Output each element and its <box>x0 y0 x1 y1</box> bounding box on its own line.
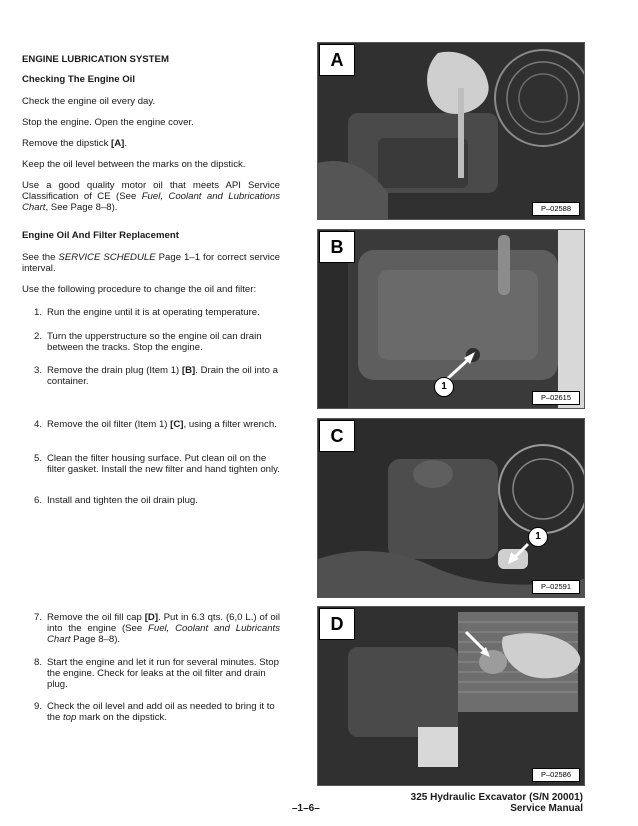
oil-fill-cap-photo <box>318 607 584 785</box>
footer-manual: Service Manual <box>510 803 583 814</box>
figure-ref-a: P–02588 <box>532 202 580 216</box>
check-para-2: Stop the engine. Open the engine cover. <box>22 117 194 128</box>
page-number: –1–6– <box>292 803 320 814</box>
step-9: 9. Check the oil level and add oil as needed to bring it to the top mark on the dipstick. <box>34 701 275 723</box>
callout-item-1-drain-plug: 1 <box>434 377 454 397</box>
figure-d <box>317 606 585 786</box>
footer-model: 325 Hydraulic Excavator (S/N 20001) <box>410 792 583 803</box>
step-3: 3. Remove the drain plug (Item 1) [B]. Drain the oil into a container. <box>34 365 278 387</box>
figure-ref-d: P–02586 <box>532 768 580 782</box>
replace-para-1: See the SERVICE SCHEDULE Page 1–1 for correct service interval. <box>22 252 280 274</box>
checking-oil-heading: Checking The Engine Oil <box>22 74 136 85</box>
figure-label-c: C <box>319 420 355 452</box>
step-8: 8. Start the engine and let it run for several minutes. Stop the engine. Check for leaks at the oil filter and drain plug. <box>34 657 279 690</box>
figure-label-d: D <box>319 608 355 640</box>
figure-label-b: B <box>319 231 355 263</box>
check-para-4: Keep the oil level between the marks on the dipstick. <box>22 159 246 170</box>
step-1: 1. Run the engine until it is at operating temperature. <box>34 307 260 318</box>
check-para-1: Check the engine oil every day. <box>22 96 156 107</box>
figure-ref-c: P–02591 <box>532 580 580 594</box>
oil-filter-photo <box>318 419 584 597</box>
replace-para-2: Use the following procedure to change the oil and filter: <box>22 284 257 295</box>
check-para-5: Use a good quality motor oil that meets API Service Classification of CE (See Fuel, Coolant and Lubrications Chart, See Page 8–8). <box>22 180 280 213</box>
figure-b <box>317 229 585 409</box>
figure-a <box>317 42 585 220</box>
step-7: 7. Remove the oil fill cap [D]. Put in 6.3 qts. (6,0 L.) of oil into the engine (See Fuel, Coolant and Lubricants Chart Page 8–8). <box>34 612 280 645</box>
engine-dipstick-photo <box>318 43 584 219</box>
check-para-3: Remove the dipstick [A]. <box>22 138 128 149</box>
step-6: 6. Install and tighten the oil drain plug. <box>34 495 198 506</box>
step-2: 2. Turn the upperstructure so the engine oil can drain between the tracks. Stop the engine. <box>34 331 262 353</box>
section-title: ENGINE LUBRICATION SYSTEM <box>22 54 169 65</box>
step-5: 5. Clean the filter housing surface. Put clean oil on the filter gasket. Install the new filter and hand tighten only. <box>34 453 280 475</box>
replacement-heading: Engine Oil And Filter Replacement <box>22 230 179 241</box>
figure-ref-b: P–02615 <box>532 391 580 405</box>
callout-item-1-oil-filter: 1 <box>528 527 548 547</box>
figure-label-a: A <box>319 44 355 76</box>
step-4: 4. Remove the oil filter (Item 1) [C], using a filter wrench. <box>34 419 277 430</box>
figure-c <box>317 418 585 598</box>
